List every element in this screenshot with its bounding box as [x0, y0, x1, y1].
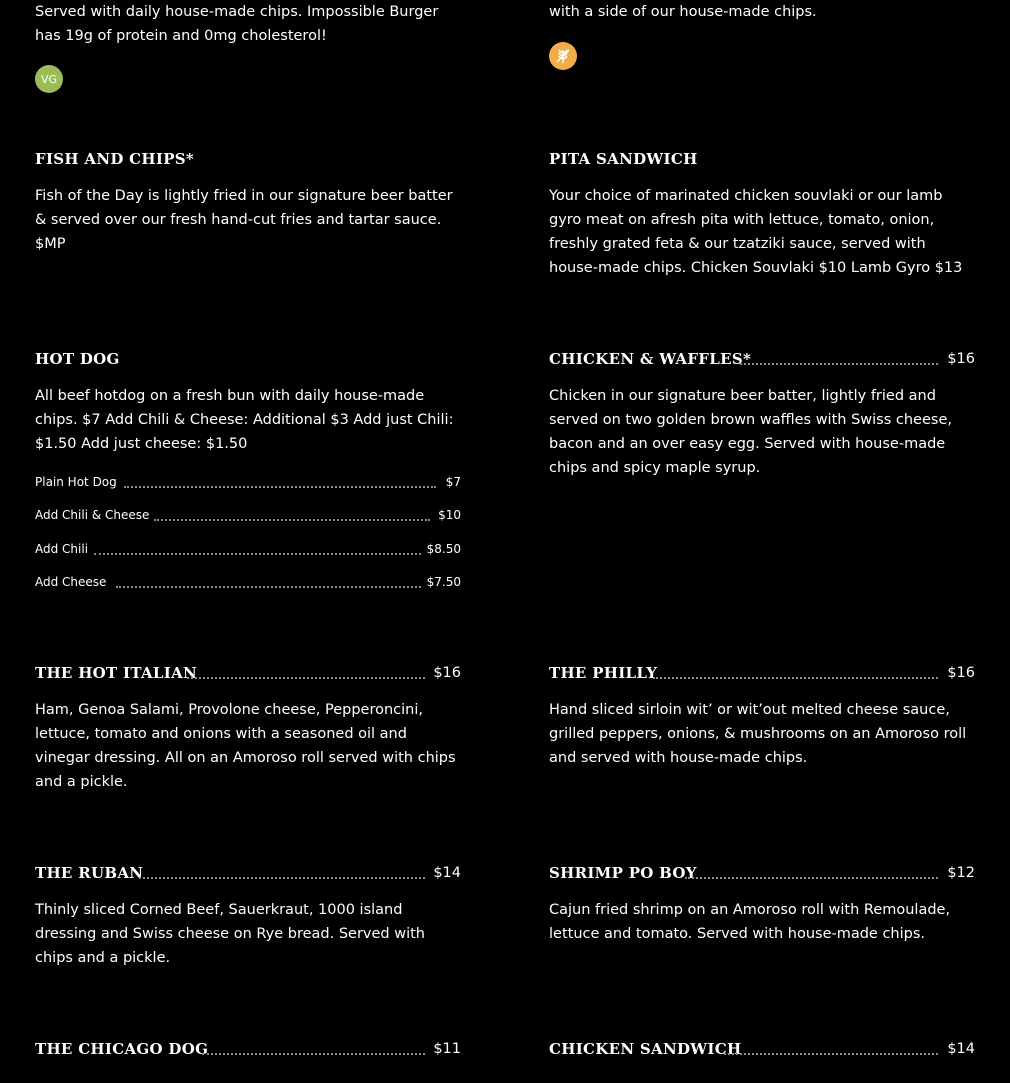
- fish-and-chips-description: Fish of the Day is lightly fried in our signature beer batter & served over our fresh hand-cut fries and tartar sauce. $MP: [35, 188, 453, 252]
- hot-dog-option-label: Plain Hot Dog: [35, 475, 117, 489]
- leader-dots: [202, 1053, 425, 1055]
- hot-italian-title: THE HOT ITALIAN: [35, 664, 198, 682]
- ruban-title: THE RUBAN: [35, 864, 144, 882]
- leader-dots: [653, 677, 938, 679]
- hot-italian-description: Ham, Genoa Salami, Provolone cheese, Pepperoncini, lettuce, tomato and onions with a seasoned oil and vinegar dressing. All on an Amoroso roll served with chips and a pickle.: [35, 702, 456, 790]
- ruban-description: Thinly sliced Corned Beef, Sauerkraut, 1000 island dressing and Swiss cheese on Rye bread. Served with chips and a pickle.: [35, 902, 425, 966]
- hot-dog-option-price: $10: [438, 508, 461, 522]
- hot-dog-description: All beef hotdog on a fresh bun with daily house-made chips. $7 Add Chili & Cheese: Additional $3 Add just Chili: $1.50 Add just cheese: $1.50: [35, 388, 454, 452]
- chicken-sandwich-title: CHICKEN SANDWICH: [549, 1040, 742, 1058]
- leader-dots: [740, 363, 938, 365]
- leader-dots: [724, 1053, 938, 1055]
- shrimp-po-boy-description: Cajun fried shrimp on an Amoroso roll with Remoulade, lettuce and tomato. Served with house-made chips.: [549, 902, 951, 942]
- leader-dots: [94, 553, 421, 555]
- chicago-dog-title: THE CHICAGO DOG: [35, 1040, 209, 1058]
- shrimp-po-boy-title: SHRIMP PO BOY: [549, 864, 697, 882]
- hot-dog-option-label: Add Chili: [35, 542, 89, 556]
- philly-description: Hand sliced sirloin wit’ or wit’out melted cheese sauce, grilled peppers, onions, & mushrooms on an Amoroso roll and served with house-made chips.: [549, 702, 967, 766]
- chicken-waffles-description: Chicken in our signature beer batter, lightly fried and served on two golden brown waffles with Swiss cheese, bacon and an over easy egg. Served with house-made chips and spicy maple syrup.: [549, 388, 952, 476]
- impossible-burger-description: Served with daily house-made chips. Impossible Burger has 19g of protein and 0mg cholesterol!: [35, 4, 439, 44]
- hot-dog-option-price: $7: [445, 475, 461, 489]
- hot-dog-option-price: $8.50: [426, 542, 461, 556]
- philly-price: $16: [947, 665, 975, 681]
- right-top-description: with a side of our house-made chips.: [549, 4, 817, 20]
- hot-italian-price: $16: [433, 665, 461, 681]
- leader-dots: [124, 486, 436, 488]
- chicken-waffles-price: $16: [947, 351, 975, 367]
- chicago-dog-price: $11: [433, 1041, 461, 1057]
- fish-and-chips-title: FISH AND CHIPS*: [35, 150, 195, 168]
- pita-sandwich-description: Your choice of marinated chicken souvlaki or our lamb gyro meat on afresh pita with lettuce, tomato, onion, freshly grated feta & our tzatziki sauce, served with house-made chips. Chicken Souvlaki $10 Lamb Gyro $13: [549, 188, 963, 276]
- gluten-free-icon: [549, 42, 577, 70]
- hot-dog-option-label: Add Chili & Cheese: [35, 508, 150, 522]
- chicken-waffles-title: CHICKEN & WAFFLES*: [549, 350, 752, 368]
- leader-dots: [154, 519, 430, 521]
- pita-sandwich-title: PITA SANDWICH: [549, 150, 698, 168]
- leader-dots: [116, 586, 421, 588]
- leader-dots: [139, 877, 425, 879]
- hot-dog-title: HOT DOG: [35, 350, 120, 368]
- chicken-sandwich-price: $14: [947, 1041, 975, 1057]
- leader-dots: [187, 677, 425, 679]
- hot-dog-option-label: Add Cheese: [35, 575, 107, 589]
- ruban-price: $14: [433, 865, 461, 881]
- hot-dog-option-price: $7.50: [426, 575, 461, 589]
- leader-dots: [685, 877, 938, 879]
- vegan-badge: VG: [35, 65, 63, 93]
- shrimp-po-boy-price: $12: [947, 865, 975, 881]
- philly-title: THE PHILLY: [549, 664, 658, 682]
